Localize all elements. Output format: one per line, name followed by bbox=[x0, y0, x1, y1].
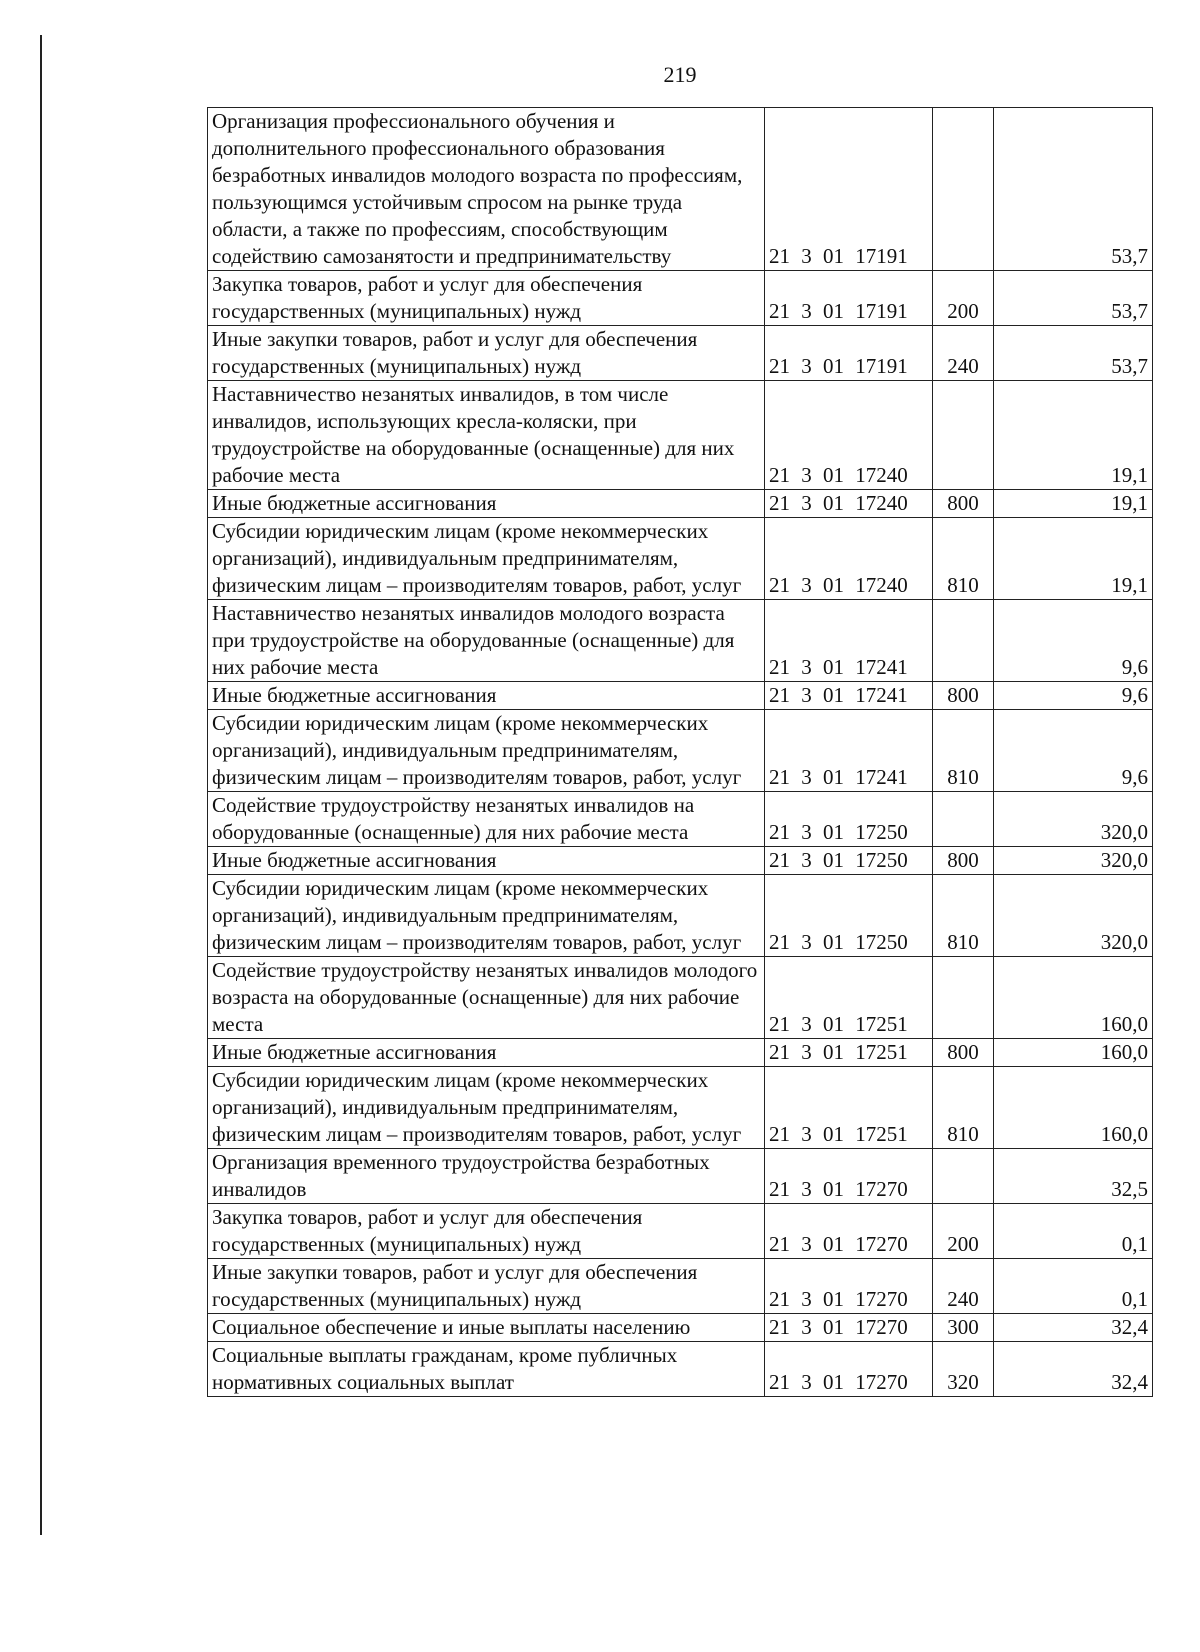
row-code: 21 3 01 17250 bbox=[765, 875, 933, 957]
table-row bbox=[208, 1067, 1153, 1149]
table-row bbox=[208, 271, 1153, 326]
row-expense-type: 810 bbox=[933, 710, 994, 792]
table-row bbox=[208, 710, 1153, 792]
row-name: Субсидии юридическим лицам (кроме некоммерческих организаций), индивидуальным предпринимателям, физическим лицам – производителям товаров, работ, услуг bbox=[208, 875, 765, 957]
row-expense-type bbox=[933, 957, 994, 1039]
row-code: 21 3 01 17270 bbox=[765, 1342, 933, 1397]
row-name: Социальные выплаты гражданам, кроме публичных нормативных социальных выплат bbox=[208, 1342, 765, 1397]
row-name: Организация профессионального обучения и дополнительного профессионального образования безработных инвалидов молодого возраста по профессиям, пользующимся устойчивым спросом на рынке труда области, а также по профессиям, способствующим содействию самозанятости и предпринимательству bbox=[208, 108, 765, 271]
table-row bbox=[208, 875, 1153, 957]
row-sum: 9,6 bbox=[994, 710, 1153, 792]
margin-rule bbox=[40, 35, 42, 1535]
table-row bbox=[208, 326, 1153, 381]
row-code: 21 3 01 17251 bbox=[765, 957, 933, 1039]
row-name: Закупка товаров, работ и услуг для обеспечения государственных (муниципальных) нужд bbox=[208, 271, 765, 326]
row-expense-type: 810 bbox=[933, 875, 994, 957]
row-expense-type: 240 bbox=[933, 326, 994, 381]
row-code: 21 3 01 17270 bbox=[765, 1259, 933, 1314]
row-code: 21 3 01 17251 bbox=[765, 1039, 933, 1067]
table-row bbox=[208, 847, 1153, 875]
row-expense-type: 240 bbox=[933, 1259, 994, 1314]
row-name: Иные закупки товаров, работ и услуг для обеспечения государственных (муниципальных) нужд bbox=[208, 1259, 765, 1314]
row-name: Иные бюджетные ассигнования bbox=[208, 847, 765, 875]
row-expense-type bbox=[933, 792, 994, 847]
row-code: 21 3 01 17250 bbox=[765, 847, 933, 875]
row-sum: 53,7 bbox=[994, 271, 1153, 326]
row-sum: 320,0 bbox=[994, 792, 1153, 847]
row-code: 21 3 01 17241 bbox=[765, 710, 933, 792]
row-sum: 32,5 bbox=[994, 1149, 1153, 1204]
row-name: Социальное обеспечение и иные выплаты населению bbox=[208, 1314, 765, 1342]
row-expense-type bbox=[933, 600, 994, 682]
row-sum: 53,7 bbox=[994, 108, 1153, 271]
row-name: Наставничество незанятых инвалидов, в том числе инвалидов, использующих кресла-коляски, при трудоустройстве на оборудованные (оснащенные) для них рабочие места bbox=[208, 381, 765, 490]
table-row bbox=[208, 600, 1153, 682]
row-name: Содействие трудоустройству незанятых инвалидов молодого возраста на оборудованные (оснащенные) для них рабочие места bbox=[208, 957, 765, 1039]
row-expense-type: 800 bbox=[933, 490, 994, 518]
row-code: 21 3 01 17191 bbox=[765, 108, 933, 271]
budget-table bbox=[207, 107, 1153, 1397]
table-row bbox=[208, 957, 1153, 1039]
row-name: Организация временного трудоустройства безработных инвалидов bbox=[208, 1149, 765, 1204]
row-name: Содействие трудоустройству незанятых инвалидов на оборудованные (оснащенные) для них рабочие места bbox=[208, 792, 765, 847]
row-expense-type: 320 bbox=[933, 1342, 994, 1397]
table-row bbox=[208, 1039, 1153, 1067]
table-row bbox=[208, 490, 1153, 518]
row-expense-type: 300 bbox=[933, 1314, 994, 1342]
table-row bbox=[208, 682, 1153, 710]
row-code: 21 3 01 17240 bbox=[765, 518, 933, 600]
row-code: 21 3 01 17251 bbox=[765, 1067, 933, 1149]
page-number: 219 bbox=[663, 62, 697, 87]
budget-table-body bbox=[208, 108, 1153, 1397]
row-sum: 160,0 bbox=[994, 1067, 1153, 1149]
row-sum: 0,1 bbox=[994, 1259, 1153, 1314]
table-row bbox=[208, 1259, 1153, 1314]
row-code: 21 3 01 17270 bbox=[765, 1204, 933, 1259]
row-sum: 9,6 bbox=[994, 682, 1153, 710]
row-expense-type bbox=[933, 108, 994, 271]
row-code: 21 3 01 17241 bbox=[765, 682, 933, 710]
row-code: 21 3 01 17191 bbox=[765, 271, 933, 326]
row-name: Закупка товаров, работ и услуг для обеспечения государственных (муниципальных) нужд bbox=[208, 1204, 765, 1259]
row-code: 21 3 01 17250 bbox=[765, 792, 933, 847]
row-code: 21 3 01 17241 bbox=[765, 600, 933, 682]
table-row bbox=[208, 518, 1153, 600]
row-expense-type bbox=[933, 1149, 994, 1204]
row-expense-type: 810 bbox=[933, 1067, 994, 1149]
table-row bbox=[208, 1204, 1153, 1259]
row-name: Иные бюджетные ассигнования bbox=[208, 1039, 765, 1067]
table-row bbox=[208, 381, 1153, 490]
row-expense-type bbox=[933, 381, 994, 490]
row-sum: 160,0 bbox=[994, 957, 1153, 1039]
row-name: Субсидии юридическим лицам (кроме некоммерческих организаций), индивидуальным предпринимателям, физическим лицам – производителям товаров, работ, услуг bbox=[208, 518, 765, 600]
row-expense-type: 800 bbox=[933, 1039, 994, 1067]
row-sum: 19,1 bbox=[994, 381, 1153, 490]
row-sum: 9,6 bbox=[994, 600, 1153, 682]
row-name: Иные бюджетные ассигнования bbox=[208, 490, 765, 518]
row-code: 21 3 01 17240 bbox=[765, 490, 933, 518]
table-row bbox=[208, 108, 1153, 271]
row-expense-type: 800 bbox=[933, 847, 994, 875]
row-expense-type: 800 bbox=[933, 682, 994, 710]
table-row bbox=[208, 792, 1153, 847]
row-sum: 320,0 bbox=[994, 847, 1153, 875]
row-code: 21 3 01 17240 bbox=[765, 381, 933, 490]
row-code: 21 3 01 17270 bbox=[765, 1149, 933, 1204]
row-sum: 19,1 bbox=[994, 490, 1153, 518]
row-sum: 19,1 bbox=[994, 518, 1153, 600]
row-expense-type: 200 bbox=[933, 271, 994, 326]
row-name: Иные закупки товаров, работ и услуг для обеспечения государственных (муниципальных) нужд bbox=[208, 326, 765, 381]
row-code: 21 3 01 17191 bbox=[765, 326, 933, 381]
row-expense-type: 200 bbox=[933, 1204, 994, 1259]
row-sum: 53,7 bbox=[994, 326, 1153, 381]
row-name: Субсидии юридическим лицам (кроме некоммерческих организаций), индивидуальным предпринимателям, физическим лицам – производителям товаров, работ, услуг bbox=[208, 1067, 765, 1149]
row-name: Наставничество незанятых инвалидов молодого возраста при трудоустройстве на оборудованные (оснащенные) для них рабочие места bbox=[208, 600, 765, 682]
row-name: Субсидии юридическим лицам (кроме некоммерческих организаций), индивидуальным предпринимателям, физическим лицам – производителям товаров, работ, услуг bbox=[208, 710, 765, 792]
row-expense-type: 810 bbox=[933, 518, 994, 600]
row-name: Иные бюджетные ассигнования bbox=[208, 682, 765, 710]
row-sum: 0,1 bbox=[994, 1204, 1153, 1259]
table-row bbox=[208, 1342, 1153, 1397]
table-row bbox=[208, 1149, 1153, 1204]
row-sum: 160,0 bbox=[994, 1039, 1153, 1067]
table-row bbox=[208, 1314, 1153, 1342]
row-sum: 32,4 bbox=[994, 1342, 1153, 1397]
row-sum: 320,0 bbox=[994, 875, 1153, 957]
row-sum: 32,4 bbox=[994, 1314, 1153, 1342]
row-code: 21 3 01 17270 bbox=[765, 1314, 933, 1342]
